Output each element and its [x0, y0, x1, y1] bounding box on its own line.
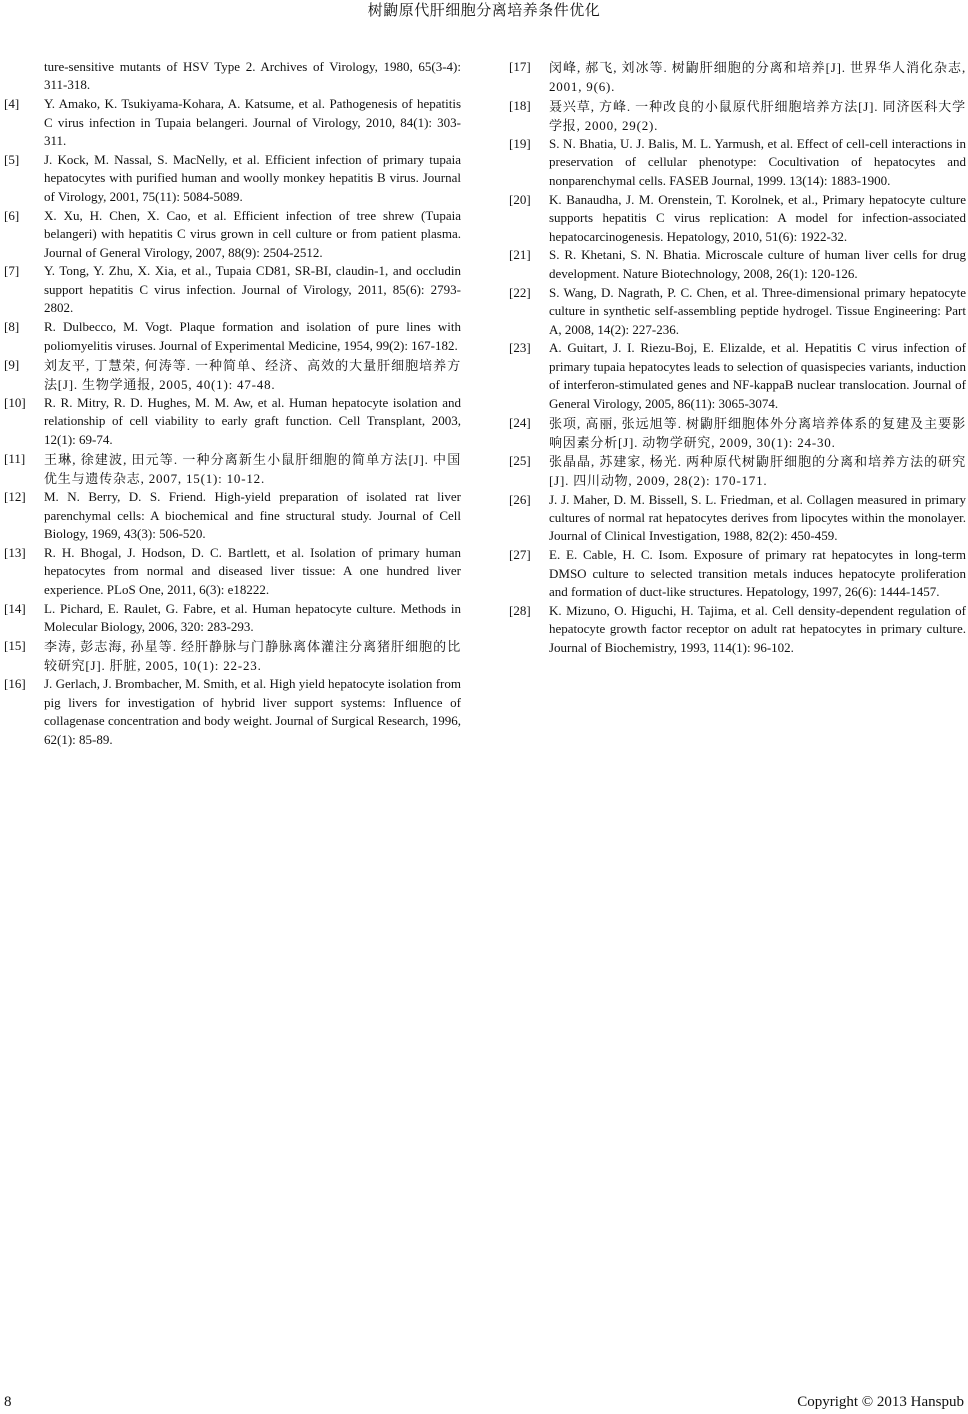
- reference-entry: [509, 546, 966, 601]
- reference-entry: [4, 318, 461, 355]
- reference-entry: [4, 262, 461, 317]
- reference-text: A. Guitart, J. I. Riezu-Boj, E. Elizalde, et al. Hepatitis C virus infection of primary tupaia hepatocytes leads to selection of quasispecies variants, induction of interferon-stimulated genes and NF-kappaB nuclear translocation. Journal of General Virology, 2005, 86(11): 3065-3074.: [549, 340, 966, 411]
- reference-number: [12]: [4, 489, 26, 505]
- reference-number: [24]: [509, 414, 531, 430]
- reference-entry: [509, 602, 966, 657]
- reference-text: S. Wang, D. Nagrath, P. C. Chen, et al. Three-dimensional primary hepatocyte culture in synthetic self-assembling peptide hydrogel. Tissue Engineering: Part A, 2008, 14(2): 227-236.: [549, 284, 966, 337]
- reference-text: 张项, 高丽, 张远旭等. 树鼩肝细胞体外分离培养体系的复建及主要影响因素分析[J]. 动物学研究, 2009, 30(1): 24-30.: [549, 415, 966, 450]
- reference-entry: [4, 207, 461, 262]
- reference-number: [7]: [4, 263, 20, 279]
- reference-entry: [509, 284, 966, 339]
- reference-number: [15]: [4, 637, 26, 653]
- reference-number: [23]: [509, 340, 531, 356]
- reference-entry: [509, 58, 966, 96]
- reference-text: 聂兴草, 方峰. 一种改良的小鼠原代肝细胞培养方法[J]. 同济医科大学学报, 2000, 29(2).: [549, 98, 966, 133]
- left-reference-column: [4, 58, 461, 750]
- reference-entry: [4, 450, 461, 488]
- reference-number: [16]: [4, 676, 26, 692]
- reference-text: R. H. Bhogal, J. Hodson, D. C. Bartlett, et al. Isolation of primary human hepatocytes from normal and diseased liver tissue: A one hundred liver experience. PLoS One, 2011, 6(3): e18222.: [44, 544, 461, 597]
- reference-text: 刘友平, 丁慧荣, 何涛等. 一种简单、经济、高效的大量肝细胞培养方法[J]. 生物学通报, 2005, 40(1): 47-48.: [44, 357, 461, 392]
- reference-number: [21]: [509, 247, 531, 263]
- reference-number: [14]: [4, 600, 26, 616]
- reference-text: S. R. Khetani, S. N. Bhatia. Microscale culture of human liver cells for drug development. Nature Biotechnology, 2008, 26(1): 120-126.: [549, 247, 966, 281]
- reference-entry: [4, 58, 461, 95]
- reference-text: J. Kock, M. Nassal, S. MacNelly, et al. Efficient infection of primary tupaia hepatocytes with purified human and woolly monkey hepatitis B virus. Journal of Virology, 2001, 75(11): 5084-5089.: [44, 152, 461, 204]
- reference-text: 李涛, 彭志海, 孙星等. 经肝静脉与门静脉离体灌注分离猪肝细胞的比较研究[J]. 肝脏, 2005, 10(1): 22-23.: [44, 638, 461, 673]
- reference-text: 张晶晶, 苏建家, 杨光. 两种原代树鼩肝细胞的分离和培养方法的研究[J]. 四川动物, 2009, 28(2): 170-171.: [549, 454, 966, 489]
- reference-number: [10]: [4, 395, 26, 410]
- reference-number: [17]: [509, 59, 531, 74]
- reference-number: [19]: [509, 136, 531, 151]
- reference-text: Y. Amako, K. Tsukiyama-Kohara, A. Katsume, et al. Pathogenesis of hepatitis C virus infection in Tupaia belangeri. Journal of Virology, 2010, 84(1): 303-311.: [44, 96, 461, 149]
- reference-entry: [509, 135, 966, 190]
- reference-entry: [4, 151, 461, 206]
- reference-text: K. Banaudha, J. M. Orenstein, T. Korolnek, et al., Primary hepatocyte culture supports hepatitis C virus replication: A model for infection-associated hepatocarcinogenesis. Hepatology, 2010, 51(6): 1922-32.: [549, 191, 966, 244]
- reference-number: [22]: [509, 284, 531, 300]
- reference-text: R. R. Mitry, R. D. Hughes, M. M. Aw, et al. Human hepatocyte isolation and relationship of cell viability to early graft function. Cell Transplant, 2003, 12(1): 69-74.: [44, 395, 461, 447]
- reference-text: S. N. Bhatia, U. J. Balis, M. L. Yarmush, et al. Effect of cell-cell interactions in preservation of cellular phenotype: Cocultivation of hepatocytes and nonparenchymal cells. FASEB Journal, 1999. 13(14): 1883-1900.: [549, 136, 966, 188]
- right-reference-column: [509, 58, 966, 658]
- reference-number: [6]: [4, 207, 20, 223]
- reference-text: K. Mizuno, O. Higuchi, H. Tajima, et al. Cell density-dependent regulation of hepatocyte growth factor receptor on adult rat hepatocytes in primary culture. Journal of Biochemistry, 1993, 114(1): 96-102.: [549, 603, 966, 655]
- reference-number: [11]: [4, 450, 26, 466]
- reference-entry: [4, 637, 461, 675]
- reference-entry: [4, 675, 461, 749]
- reference-entry: [4, 394, 461, 449]
- reference-entry: [4, 356, 461, 394]
- reference-entry: [509, 246, 966, 283]
- reference-text: M. N. Berry, D. S. Friend. High-yield preparation of isolated rat liver parenchymal cells: A biochemical and fine structural study. Journal of Cell Biology, 1969, 43(3): 506-520.: [44, 489, 461, 542]
- reference-number: [20]: [509, 191, 531, 207]
- reference-number: [27]: [509, 547, 531, 563]
- reference-number: [9]: [4, 356, 20, 372]
- reference-number: [4]: [4, 96, 20, 112]
- reference-text: ture-sensitive mutants of HSV Type 2. Archives of Virology, 1980, 65(3-4): 311-318.: [44, 59, 461, 93]
- reference-text: J. Gerlach, J. Brombacher, M. Smith, et al. High yield hepatocyte isolation from pig livers for investigation of hybrid liver support systems: Influence of collagenase concentration and body weight. Journal of Surgical Research, 1996, 62(1): 85-89.: [44, 676, 461, 747]
- reference-text: R. Dulbecco, M. Vogt. Plaque formation and isolation of pure lines with poliomyelitis viruses. Journal of Experimental Medicine, 1954, 99(2): 167-182.: [44, 319, 461, 353]
- reference-text: 闵峰, 郝飞, 刘冰等. 树鼩肝细胞的分离和培养[J]. 世界华人消化杂志, 2001, 9(6).: [549, 60, 966, 94]
- reference-text: X. Xu, H. Chen, X. Cao, et al. Efficient infection of tree shrew (Tupaia belangeri) with hepatitis C virus grown in cell culture or from patient plasma. Journal of General Virology, 2007, 88(9): 2504-2512.: [44, 207, 461, 260]
- reference-entry: [4, 544, 461, 599]
- running-header: 树鼩原代肝细胞分离培养条件优化: [367, 3, 601, 19]
- reference-entry: [4, 95, 461, 150]
- reference-entry: [4, 600, 461, 637]
- reference-entry: [509, 491, 966, 546]
- reference-entry: [509, 339, 966, 413]
- reference-text: L. Pichard, E. Raulet, G. Fabre, et al. Human hepatocyte culture. Methods in Molecular Biology, 2006, 320: 283-293.: [44, 600, 461, 635]
- reference-number: [26]: [509, 491, 531, 507]
- reference-entry: [4, 488, 461, 543]
- reference-text: Y. Tong, Y. Zhu, X. Xia, et al., Tupaia CD81, SR-BI, claudin-1, and occludin support hepatitis C virus infection. Journal of Virology, 2011, 85(6): 2793-2802.: [44, 263, 461, 316]
- reference-number: [18]: [509, 97, 531, 113]
- reference-text: E. E. Cable, H. C. Isom. Exposure of primary rat hepatocytes in long-term DMSO culture to selected transition metals induces hepatocyte proliferation and formation of duct-like structures. Hepatology, 1997, 26(6): 1444-1457.: [549, 547, 966, 600]
- reference-number: [5]: [4, 152, 20, 168]
- reference-entry: [509, 191, 966, 246]
- page-number: 8: [4, 1394, 12, 1410]
- reference-number: [8]: [4, 319, 20, 335]
- reference-text: 王琳, 徐建波, 田元等. 一种分离新生小鼠肝细胞的简单方法[J]. 中国优生与遗传杂志, 2007, 15(1): 10-12.: [44, 451, 461, 486]
- reference-number: [13]: [4, 544, 26, 560]
- reference-entry: [509, 414, 966, 452]
- reference-number: [28]: [509, 603, 531, 619]
- copyright-notice: Copyright © 2013 Hanspub: [797, 1394, 964, 1410]
- reference-text: J. J. Maher, D. M. Bissell, S. L. Friedman, et al. Collagen measured in primary cultures of normal rat hepatocytes derives from lipocytes within the monolayer. Journal of Clinical Investigation, 1988, 82(2): 450-459.: [549, 491, 966, 544]
- reference-number: [25]: [509, 453, 531, 469]
- reference-entry: [509, 97, 966, 135]
- reference-entry: [509, 452, 966, 490]
